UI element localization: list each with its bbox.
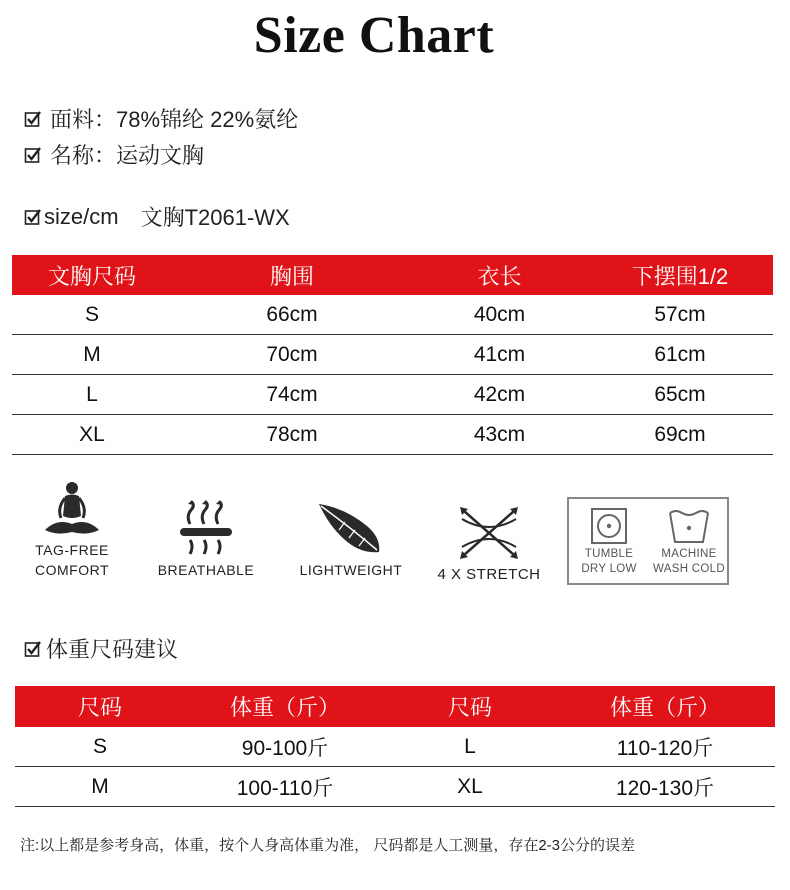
weight-table-header — [15, 686, 775, 727]
checkbox-checked-icon — [24, 640, 42, 658]
fabric-label: 面料： — [50, 107, 117, 132]
model-code: 文胸T2061-WX — [140, 205, 290, 230]
size-table — [12, 255, 773, 455]
hem-cell: 61cm — [587, 335, 773, 375]
stretch-arrows-icon — [454, 505, 524, 561]
weight-section-title: 体重尺码建议 — [46, 637, 179, 662]
chest-cell: 66cm — [172, 295, 412, 335]
feature-label-line2: COMFORT — [34, 562, 109, 578]
hem-cell: 65cm — [587, 375, 773, 415]
header-cell: 下摆围1/2 — [587, 255, 773, 295]
chest-cell: 74cm — [172, 375, 412, 415]
weight-section-heading — [24, 633, 178, 664]
checkbox-checked-icon — [24, 208, 42, 226]
fabric-value: 78%锦纶 22%氨纶 — [116, 107, 299, 132]
breathable-icon — [176, 500, 236, 556]
feature-label-line1: LIGHTWEIGHT — [299, 562, 403, 578]
length-cell: 42cm — [412, 375, 587, 415]
size-cell: M — [15, 767, 185, 807]
length-cell: 40cm — [412, 295, 587, 335]
page-title: Size Chart — [253, 7, 495, 64]
care-label-line2: DRY LOW — [581, 563, 637, 575]
feature-stretch — [433, 505, 545, 585]
disclaimer-note: 注:以上都是参考身高，体重，按个人身高体重为准， 尺码都是人工测量，存在2-3公分的误差 — [20, 837, 636, 854]
chest-cell: 70cm — [172, 335, 412, 375]
length-cell: 43cm — [412, 415, 587, 455]
care-label-line2: WASH COLD — [653, 563, 725, 575]
header-cell: 文胸尺码 — [12, 255, 172, 295]
feather-icon — [315, 500, 387, 558]
table-row — [12, 335, 773, 375]
header-cell: 胸围 — [172, 255, 412, 295]
checkbox-checked-icon — [24, 146, 42, 164]
meditation-icon — [37, 480, 107, 540]
table-row — [12, 375, 773, 415]
machine-wash-icon — [667, 507, 711, 545]
feature-label-line1: TAG-FREE — [35, 542, 109, 558]
model-line — [24, 201, 290, 232]
header-cell: 体重（斤） — [185, 686, 385, 727]
size-cell: M — [12, 335, 172, 375]
care-label-line1: TUMBLE — [584, 548, 634, 560]
header-cell: 尺码 — [385, 686, 555, 727]
tumble-dry-icon — [589, 507, 629, 545]
name-value: 运动文胸 — [116, 143, 205, 168]
header-cell: 体重（斤） — [555, 686, 775, 727]
checkbox-checked-icon — [24, 110, 42, 128]
table-row — [12, 415, 773, 455]
care-machine-wash — [649, 507, 729, 577]
care-instructions-box — [567, 497, 729, 585]
length-cell: 41cm — [412, 335, 587, 375]
table-row — [15, 767, 775, 807]
size-cell: L — [12, 375, 172, 415]
size-cell: XL — [12, 415, 172, 455]
care-tumble-dry — [569, 507, 649, 577]
chest-cell: 78cm — [172, 415, 412, 455]
table-row — [15, 727, 775, 767]
hem-cell: 57cm — [587, 295, 773, 335]
product-name-line — [24, 139, 204, 170]
weight-table — [15, 686, 775, 807]
fabric-line — [24, 103, 298, 134]
care-label-line1: MACHINE — [661, 548, 717, 560]
name-label: 名称： — [50, 143, 117, 168]
weight-cell: 110-120斤 — [555, 727, 775, 767]
feature-label-line1: BREATHABLE — [157, 562, 255, 578]
hem-cell: 69cm — [587, 415, 773, 455]
weight-cell: 90-100斤 — [185, 727, 385, 767]
feature-lightweight — [290, 500, 412, 580]
unit-label: size/cm — [44, 203, 119, 229]
feature-breathable — [150, 500, 262, 580]
weight-cell: 120-130斤 — [555, 767, 775, 807]
size-cell: L — [385, 727, 555, 767]
header-cell: 尺码 — [15, 686, 185, 727]
size-table-header — [12, 255, 773, 295]
size-cell: XL — [385, 767, 555, 807]
header-cell: 衣长 — [412, 255, 587, 295]
size-cell: S — [12, 295, 172, 335]
feature-tag-free — [22, 480, 122, 580]
size-cell: S — [15, 727, 185, 767]
feature-label-line1: 4 X STRETCH — [437, 566, 541, 583]
weight-cell: 100-110斤 — [185, 767, 385, 807]
table-row — [12, 295, 773, 335]
